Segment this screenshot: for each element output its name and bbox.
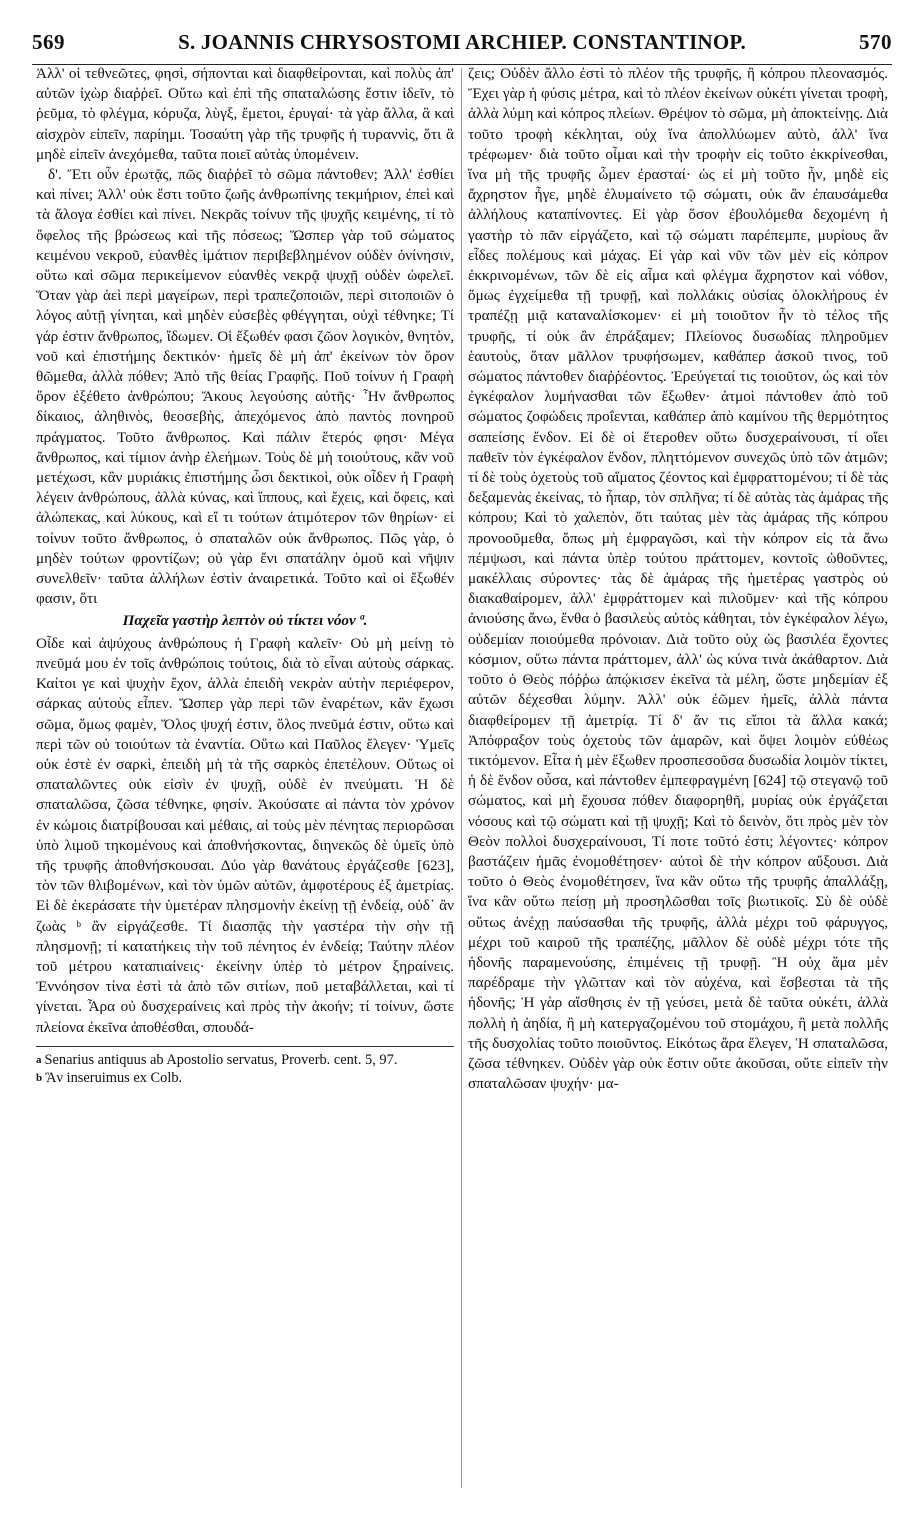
footnote-text: Ἂν inseruimus ex Colb. bbox=[45, 1069, 183, 1086]
right-column bbox=[468, 64, 888, 1094]
paragraph: ζεις; Οὐδὲν ἄλλο ἐστὶ τὸ πλέον τῆς τρυφῆς, ἢ κόπρου πλεονασμός. Ἔχει γὰρ ἡ φύσις μέτρα, καὶ τὸ πλέον ἐκείνων οὐκέτι γίνεται τροφὴ, ἀλλὰ λύμη καὶ κόπρος πλείων. Θρέψον τὸ σῶμα, μὴ ἀποκτείνῃς. Διὰ τοῦτο τροφὴ κέκληται, οὐχ ἵνα ἀπολλύωμεν αὐτὸ, ἀλλ' ἵνα τρέφωμεν· διὰ τοῦτο οἶμαι καὶ τὴν τροφὴν εἰς τοῦτο ἐκκρίνεσθαι, ἵνα μὴ τῆς τρυφῆς ὦμεν ἐρασταί· ὡς εἰ μὴ τοῦτο ἦν, μηδὲ εἰς ἄχρηστον ἦγε, μηδὲ ἐλυμαίνετο τῷ σώματι, οὐκ ἂν ἐπαυσάμεθα ἀλλήλους καταπίνοντες. Εἰ γὰρ ὅσον ἐβουλόμεθα δεχομένη ἡ γαστὴρ τὸ πᾶν εἰργάζετο, καὶ τῷ σώματι παρέπεμπε, μυρίους ἂν εἶδες πολέμους καὶ μάχας. Εἰ γὰρ καὶ νῦν τῶν μὲν εἰς κόπρον ἐκκρινομένων, τῶν δὲ εἰς αἷμα καὶ φλέγμα ἄχρηστον καὶ νόθον, ὅμως ἐγχείμεθα τῇ τρυφῇ, καὶ πολλάκις οὐσίας ὁλοκλήρους ἐν τραπέζῃ μιᾷ καταναλίσκομεν· εἰ μὴ τοιοῦτον ἦν τὸ τέλος τῆς τρυφῆς, τί οὐκ ἂν ἐπράξαμεν; Πλείονος δυσωδίας πληροῦμεν ἑαυτοὺς, ὅταν μᾶλλον τρυφήσωμεν, καθάπερ ἀσκοῦ τινος, τοῦ σώματος πάντοθεν διαῤῥέοντος. Ἐρεύγεταί τις τοιοῦτον, ὡς καὶ τὸν ἐγκέφαλον λυμήνασθαι τῶν ἔξωθεν· ἀτμοὶ πάντοθεν ἀπὸ τοῦ σώματος ζοφώδεις προΐενται, καθάπερ ἀπὸ καμίνου τῆς θερμότητος σαπείσης ἔνδον. Εἰ δὲ οἱ ἕτεροθεν οὕτω δυσχεραίνουσι, τί οἴει παθεῖν τὸν ἐγκέφαλον ἔνδον, πληττόμενον συνεχῶς ὑπὸ τῶν ἀτμῶν; τί δὲ τοὺς ὀχετοὺς τοῦ αἵματος ζέοντος καὶ ἐμφραττομένου; τί δὲ τὰς δεξαμενὰς ἐκείνας, τὸ ἧπαρ, τὸν σπλῆνα; τί δὲ αὐτὰς τὰς ἀμάρας τῆς κόπρου; Καὶ τὸ χαλεπὸν, ὅτι ταύτας μὲν τὰς ἀμάρας τῆς κόπρου προνοοῦμεθα, ὅπως μὴ ἐμφραγῶσι, καὶ τὴν κόπρον εἰς τὰ ἄνω πέμψωσι, καὶ πάντα ὑπὲρ τούτου πράττομεν, κοντοῖς ὠθοῦντες, μακέλλαις σύροντες· τὰς δὲ ἀμάρας τῆς ἡμετέρας γαστρὸς οὐ διακαθαίρομεν, ἀλλ' ἐμφράττομεν καὶ πιλοῦμεν· καὶ τῆς κόπρου ἀνιούσης ἄνω, ἔνθα ὁ βασιλεὺς αὐτὸς κάθηται, τὸν ἐγκέφαλον λέγω, οὐδεμίαν ποιούμεθα πρόνοιαν. Διὰ τοῦτο οὐχ ὡς βασιλέα ἔχοντες κόσμιον, οὕτω πάντα πράττομεν, ἀλλ' ὡς κύνα τινὰ ἀκάθαρτον. Διὰ τοῦτο ὁ Θεὸς πόῤῥω ἀπῴκισεν ἐκεῖνα τὰ μέλη, ὥστε μηδεμίαν ἐξ αὐτῶν δέχεσθαι λύμην. Ἀλλ' οὐκ ἐῶμεν ἡμεῖς, ἀλλὰ πάντα διαφθείρομεν τῇ ἀμετρίᾳ. Τί δ' ἄν τις εἴποι τὰ ἄλλα κακά; Ἀπόφραξον τοὺς ὀχετοὺς τῶν ἀμαρῶν, καὶ ὄψει λοιμὸν εὐθέως τικτόμενον. Εἶτα ἡ μὲν ἔξωθεν προσπεσοῦσα δυσωδία λοιμὸν τίκτει, ἡ δὲ ἔνδον οὖσα, καὶ πάντοθεν ἐμπεφραγμένη [624] τῷ στεγανῷ τοῦ σώματος, καὶ μὴ ἔχουσα πόθεν διαφορηθῆ, μυρίας οὐκ ἐργάζεται νόσους καὶ τῷ σώματι καὶ τῇ ψυχῇ; Καὶ τὸ δεινὸν, ὅτι πρὸς μὲν τὸν Θεὸν πολλοὶ δυσχεραίνουσι, Τί ποτε τοῦτό ἐστι; λέγοντες· κόπρον βαστάζειν ἡμᾶς ἐνομοθέτησεν· αὐτοὶ δὲ τὴν κόπρον αὔξουσι. Διὰ τοῦτο ὁ Θεὸς ἐνομοθέτησεν, ἵνα κἂν οὕτω τῆς τρυφῆς ἀπαλλάξῃ, ἵνα κἂν οὕτω πείσῃ μὴ προσηλῶσθαι τοῖς βιωτικοῖς. Σὺ δὲ οὐδὲ οὕτως ἀνέχῃ παύσασθαι τῆς τρυφῆς, ἀλλὰ μέχρι τοῦ φάρυγγος, μέχρι τοῦ καιροῦ τῆς τραπέζης, μᾶλλον δὲ οὐδὲ μέχρι τότε τῆς ἡδονῆς παραμενούσης, ἐπιμένεις τῇ τρυφῇ. Ἢ οὐχ ἅμα μὲν παρέδραμε τὴν γλῶτταν καὶ τὸν αὐχένα, καὶ ἔσβεσται τὰ τῆς ἡδονῆς; Ἡ γὰρ αἴσθησις ἐν τῇ γεύσει, μετὰ δὲ ταῦτα οὐκέτι, ἀλλὰ πολλὴ ἡ ἀηδία, ἢ μὴ κατεργαζομένου τοῦ στομάχου, ἢ μετὰ πολλῆς τῆς δυσχολίας τοῦτο ποιοῦντος. Εἰκότως ἄρα ἔλεγεν, Ἡ σπαταλῶσα, ζῶσα τέθνηκεν. Οὐδὲν γὰρ οὐκ ἔστιν οὔτε ἀκοῦσαι, οὔτε εἰπεῖν τὴν σπαταλῶσαν ψυχήν· μα- bbox=[468, 65, 888, 1093]
page-number-left: 569 bbox=[32, 30, 65, 54]
footnote-mark: b bbox=[36, 1071, 43, 1084]
footnote bbox=[36, 1069, 454, 1087]
paragraph: Ἀλλ' οἱ τεθνεῶτες, φησὶ, σήπονται καὶ διαφθείρονται, καὶ πολὺς ἀπ' αὐτῶν ἰχὼρ διαῤῥεῖ. Οὕτω καὶ ἐπὶ τῆς σπαταλώσης ἔστιν ἰδεῖν, τὸ ῥεῦμα, τὸ φλέγμα, κόρυζα, λὺγξ, ἔμετοι, ἐρυγαί· τὰ γὰρ ἄλλα, ἃ καὶ αἰσχρὸν εἰπεῖν, παρίημι. Τοσαύτη γὰρ τῆς τρυφῆς ἡ τυραννὶς, ὅτι ἃ μηδὲ εἰπεῖν ἀνεχόμεθα, ταῦτα ποιεῖ αὐτὰς ὑπομένειν. bbox=[36, 65, 454, 163]
footnote-mark: a bbox=[36, 1053, 42, 1066]
proverb-line: Παχεῖα γαστὴρ λεπτὸν οὐ τίκτει νόον ª. bbox=[122, 612, 368, 630]
column-divider bbox=[461, 68, 462, 1488]
paragraph: δ'. Ἔτι οὖν ἐρωτᾷς, πῶς διαῤῥεῖ τὸ σῶμα πάντοθεν; Ἀλλ' ἐσθίει καὶ πίνει; Ἀλλ' οὐκ ἔστι τοῦτο ζωῆς ἀνθρωπίνης τεκμήριον, ἐπεὶ καὶ τὰ ἄλογα ἐσθίει καὶ πίνει. Νεκρᾶς τοίνυν τῆς ψυχῆς κειμένης, τί τὸ ὄφελος τῆς βρώσεως καὶ τῆς πόσεως; Ὥσπερ γὰρ τοῦ σώματος κειμένου νεκροῦ, εὐανθὲς ἱμάτιον περιβεβλημένον οὐδὲν ὀνίνησιν, οὕτω καὶ σῶμα περικείμενον εὐανθὲς νεκρᾷ ψυχῇ οὐδὲν ὠφελεῖ. Ὅταν γὰρ ἀεὶ περὶ μαγείρων, περὶ τραπεζοποιῶν, περὶ σιτοποιῶν ὁ λόγος αὐτῇ γίνηται, καὶ μηδὲν εὐσεβὲς φθέγγηται, οὐχὶ τέθνηκε; Τί γάρ ἐστιν ἄνθρωπος, ἴδωμεν. Οἱ ἔξωθέν φασι ζῶον λογικὸν, θνητὸν, νοῦ καὶ ἐπιστήμης δεκτικόν· ἡμεῖς δὲ μὴ ἀπ' ἐκείνων τὸν ὅρον θῶμεθα, ἀλλὰ πόθεν; Ἀπὸ τῆς θείας Γραφῆς. Ποῦ τοίνυν ἡ Γραφὴ ὅρον ἐξέθετο ἀνθρώπου; Ἄκους λεγούσης αὐτῆς· Ἦν ἄνθρωπος δίκαιος, ἀληθινὸς, θεοσεβὴς, ἀπεχόμενος ἀπὸ παντὸς πονηροῦ πράγματος. Τοῦτο ἄνθρωπος. Καὶ πάλιν ἕτερός φησι· Μέγα ἄνθρωπος, καὶ τίμιον ἀνὴρ ἐλεήμων. Τοὺς δὲ μὴ τοιούτους, κἂν νοῦ μετέχωσι, κἂν μυριάκις ἐπιστήμης ὦσι δεκτικοὶ, οὐκ οἶδεν ἡ Γραφὴ λέγειν ἀνθρώπους, ἀλλὰ κύνας, καὶ ἵππους, καὶ ἔχεις, καὶ ὄφεις, καὶ ἀλώπεκας, καὶ λύκους, καὶ εἴ τι τούτων ἀτιμότερον τῶν θηρίων· εἰ τοίνυν τοῦτο ἄνθρωπος, ὁ σπαταλῶν οὐκ ἄνθρωπος. Πῶς γὰρ, ὁ μηδὲν τούτων φροντίζων; οὐ γὰρ ἔνι σπατάλην ὁμοῦ καὶ νῆψιν συνελθεῖν· ταῦτα ἀλλήλων ἐστὶν ἀναιρετικά. Τοῦτο καὶ οἱ ἔξωθέν φασιν, ὅτι bbox=[36, 166, 454, 608]
paragraph: Οἶδε καὶ ἀψύχους ἀνθρώπους ἡ Γραφὴ καλεῖν· Οὐ μὴ μείνῃ τὸ πνεῦμά μου ἐν τοῖς ἀνθρώποις τούτοις, διὰ τὸ εἶναι αὐτοὺς σάρκας. Καίτοι γε καὶ ψυχὴν ἔχον, ἀλλὰ ἐπειδὴ νεκρὰν αὐτὴν περιέφερον, σάρκας αὐτοὺς εἶπεν. Ὥσπερ γὰρ περὶ τῶν ἐναρέτων, κἂν ἔχωσι σῶμα, ὅμως φαμὲν, Ὅλος ψυχή ἐστιν, ὅλος πνεῦμά ἐστιν, οὕτω καὶ περὶ τῶν οὐ τοιούτων τὰ ἐναντία. Οὕτω καὶ Παῦλος ἔλεγεν· Ὑμεῖς οὐκ ἐστὲ ἐν σαρκὶ, ἐπειδὴ μὴ τὰ τῆς σαρκὸς ἐπετέλουν. Οὕτως οἱ σπαταλῶντες οὐκ εἰσὶν ἐν ψυχῇ, οὐδὲ ἐν πνεύματι. Ἡ δὲ σπαταλῶσα, ζῶσα τέθνηκε, φησίν. Ἀκούσατε αἱ πάντα τὸν χρόνον ἐν κώμοις διατρίβουσαι καὶ μέθαις, αἱ τοὺς μὲν πένητας περιορῶσαι ὑπὸ λιμοῦ τηκομένους καὶ ἀποθνήσκοντας, διηνεκῶς δὲ ὑμεῖς ὑπὸ τῆς τρυφῆς ἀποθνήσκουσαι. Δύο γὰρ θανάτους ἐργάζεσθε [623], τὸν τῶν θλιβομένων, καὶ τὸν ὑμῶν αὐτῶν, ἀμφοτέρους ἐξ ἀμετρίας. Εἰ δὲ ἐκεράσατε τὴν ὑμετέραν πλησμονὴν ἐκείνῃ τῇ ἐνδείᾳ, οὐδ᾽ ἂν ζωὰς ᵇ ἂν εἰργάζεσθε. Τί διασπᾷς τὴν γαστέρα τὴν σὴν τῇ πλησμονῇ; τί κατατήκεις τὴν τοῦ πένητος ἐν ἐνδείᾳ; Ταύτην πλέον τοῦ μέτρου καταπιαίνεις· ἐκείνην ὑπὲρ τὸ μέτρον ξηραίνεις. Ἐννόησον τίνα ἐστὶ τὰ ἀπὸ τῶν σιτίων, ποῦ μεταβάλλεται, καὶ τί γίνεται. Ἆρα οὐ δυσχεραίνεις καὶ πρὸς τὴν ἀκοήν; τί τοίνυν, ὥστε πλείονα ἐκεῖνα ἀποθέσθαι, σπουδά- bbox=[36, 634, 454, 1036]
running-header bbox=[32, 30, 892, 65]
left-column bbox=[36, 64, 454, 1087]
running-title: S. JOANNIS CHRYSOSTOMI ARCHIEP. CONSTANTINOP. bbox=[178, 30, 746, 54]
footnote bbox=[36, 1051, 454, 1069]
footnotes bbox=[36, 1046, 454, 1087]
page-number-right: 570 bbox=[859, 30, 892, 54]
footnote-text: Senarius antiquus ab Apostolio servatus, Proverb. cent. 5, 97. bbox=[44, 1051, 398, 1068]
